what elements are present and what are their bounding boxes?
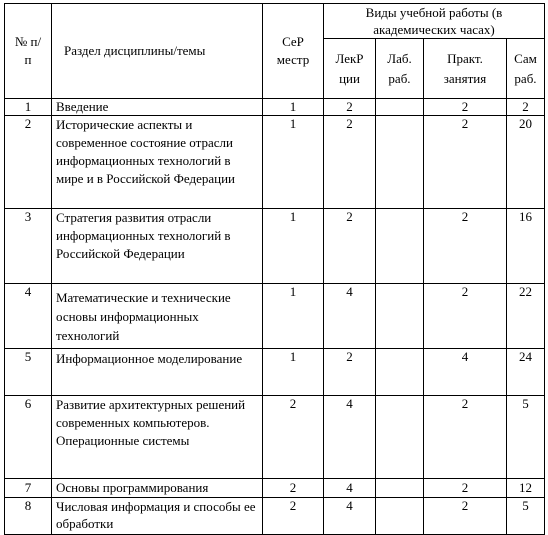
header-lectures-label: ЛекР ции: [335, 50, 364, 86]
row-number: 3: [5, 209, 52, 284]
row-self: 5: [507, 396, 545, 479]
table-row: [5, 498, 545, 535]
header-self: [507, 39, 545, 99]
row-number: 1: [5, 99, 52, 116]
header-practice-label: Практ. занятия: [443, 50, 487, 86]
row-semester: 1: [263, 209, 324, 284]
row-labs: [376, 396, 424, 479]
header-semester: [263, 4, 324, 99]
row-labs: [376, 284, 424, 349]
row-labs: [376, 479, 424, 498]
header-work-types: [324, 4, 545, 39]
table-row: [5, 396, 545, 479]
header-self-label: Сам раб.: [514, 50, 537, 86]
row-topic: Основы программирования: [52, 479, 263, 498]
header-practice: [424, 39, 507, 99]
row-practice: 2: [424, 396, 507, 479]
row-semester: 1: [263, 116, 324, 209]
header-section: [52, 4, 263, 99]
row-self: 20: [507, 116, 545, 209]
row-semester: 2: [263, 396, 324, 479]
row-number: 7: [5, 479, 52, 498]
row-self: 24: [507, 349, 545, 396]
row-self: 2: [507, 99, 545, 116]
curriculum-table: [4, 3, 545, 535]
row-practice: 2: [424, 209, 507, 284]
table-row: [5, 479, 545, 498]
table-row: [5, 209, 545, 284]
header-lectures: [324, 39, 376, 99]
row-semester: 2: [263, 498, 324, 535]
table-row: [5, 284, 545, 349]
row-topic: Информационное моделирование: [52, 349, 263, 396]
row-labs: [376, 99, 424, 116]
row-practice: 2: [424, 284, 507, 349]
header-labs: [376, 39, 424, 99]
header-number: [5, 4, 52, 99]
row-lectures: 4: [324, 284, 376, 349]
row-number: 8: [5, 498, 52, 535]
row-practice: 2: [424, 116, 507, 209]
row-practice: 2: [424, 99, 507, 116]
row-number: 4: [5, 284, 52, 349]
row-semester: 2: [263, 479, 324, 498]
row-topic: Развитие архитектурных решений современных компьютеров. Операционные системы: [52, 396, 263, 479]
table-row: [5, 349, 545, 396]
row-semester: 1: [263, 99, 324, 116]
row-lectures: 2: [324, 209, 376, 284]
row-lectures: 4: [324, 479, 376, 498]
row-number: 5: [5, 349, 52, 396]
row-lectures: 2: [324, 116, 376, 209]
row-number: 2: [5, 116, 52, 209]
row-topic: Числовая информация и способы ее обработки: [52, 498, 263, 535]
row-lectures: 4: [324, 498, 376, 535]
row-lectures: 4: [324, 396, 376, 479]
row-topic: Стратегия развития отрасли информационных технологий в Российской Федерации: [52, 209, 263, 284]
row-lectures: 2: [324, 99, 376, 116]
header-semester-label: СеР местр: [276, 34, 310, 67]
header-section-label: Раздел дисциплины/темы: [64, 43, 206, 58]
row-labs: [376, 116, 424, 209]
row-practice: 2: [424, 498, 507, 535]
row-self: 12: [507, 479, 545, 498]
row-semester: 1: [263, 349, 324, 396]
table-row: [5, 116, 545, 209]
row-number: 6: [5, 396, 52, 479]
row-self: 5: [507, 498, 545, 535]
header-number-label: № п/п: [14, 34, 42, 67]
row-topic: Исторические аспекты и современное состояние отрасли информационных технологий в мире и в Российской Федерации: [52, 116, 263, 209]
header-labs-label: Лаб. раб.: [387, 50, 412, 86]
row-self: 16: [507, 209, 545, 284]
row-lectures: 2: [324, 349, 376, 396]
table-row: [5, 99, 545, 116]
row-topic: Введение: [52, 99, 263, 116]
header-work-types-label: Виды учебной работы (в академических часах): [365, 5, 503, 37]
row-labs: [376, 498, 424, 535]
row-semester: 1: [263, 284, 324, 349]
row-labs: [376, 349, 424, 396]
header-row-1: [5, 4, 545, 39]
row-practice: 2: [424, 479, 507, 498]
row-self: 22: [507, 284, 545, 349]
row-labs: [376, 209, 424, 284]
row-practice: 4: [424, 349, 507, 396]
row-topic: Математические и технические основы информационных технологий: [52, 284, 263, 349]
